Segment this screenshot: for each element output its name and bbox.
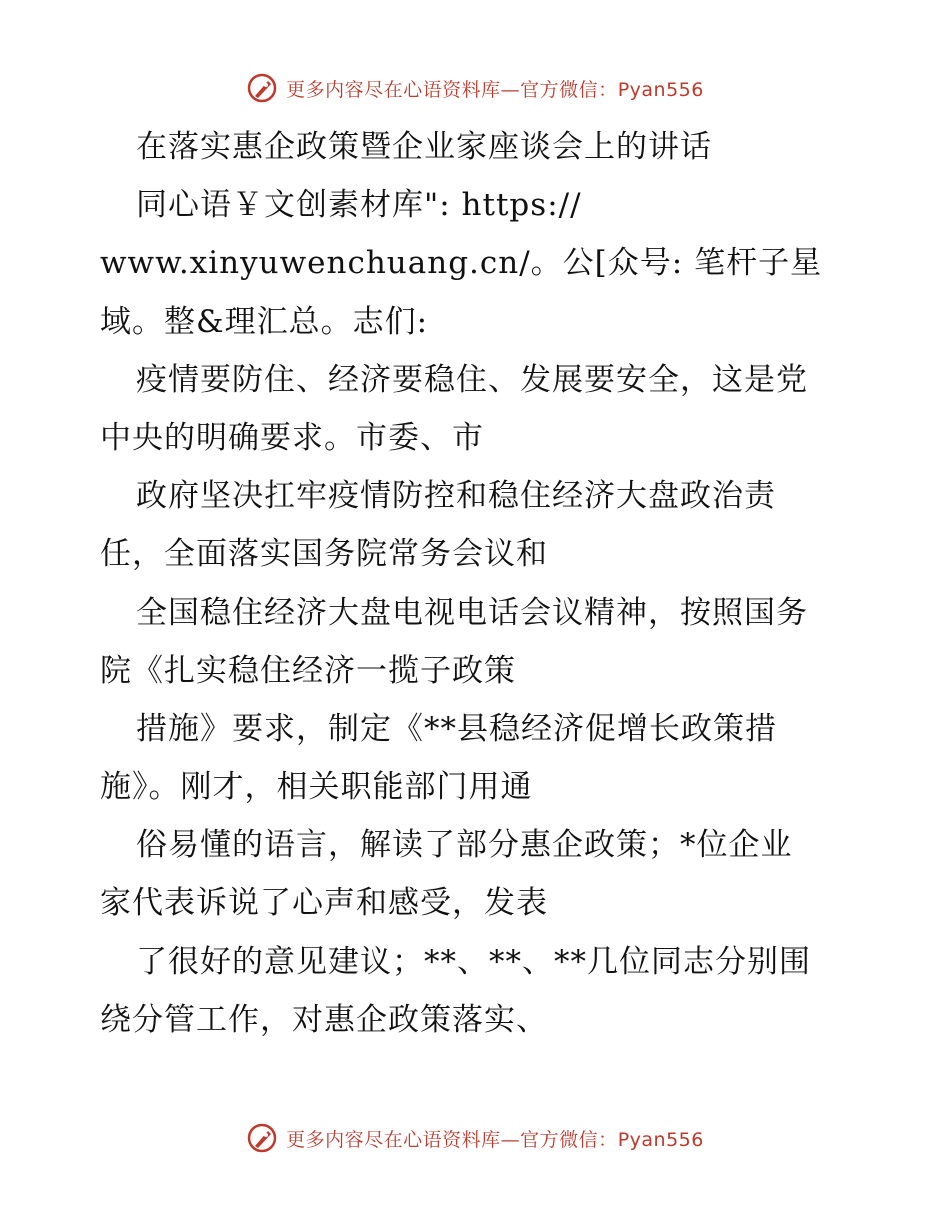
paragraph-line: 疫情要防住、经济要稳住、发展要安全，这是党 — [136, 361, 808, 398]
paragraph-line: 施》。刚才，相关职能部门用通 — [100, 769, 533, 806]
paragraph-line: 政府坚决扛牢疫情防控和稳住经济大盘政治责 — [136, 478, 776, 515]
quill-circle-icon — [246, 72, 278, 104]
document-body — [100, 118, 860, 1049]
paragraph-line: 俗易懂的语言，解读了部分惠企政策；*位企业 — [136, 827, 793, 864]
paragraph-line: 全国稳住经济大盘电视电话会议精神，按照国务 — [136, 594, 808, 631]
paragraph-line: 院《扎实稳住经济一揽子政策 — [100, 652, 516, 689]
footer-watermark — [0, 1122, 950, 1154]
paragraph-line: 域。整&理汇总。志们: — [100, 303, 429, 340]
paragraph-line: www.xinyuwenchuang.cn/。公[众号: 笔杆子星 — [100, 245, 823, 282]
paragraph-line: 绕分管工作，对惠企政策落实、 — [100, 1001, 548, 1038]
watermark-text: 更多内容尽在心语资料库—官方微信：Pyan556 — [286, 1128, 704, 1151]
paragraph-line: 措施》要求，制定《**县稳经济促增长政策措 — [136, 710, 777, 747]
header-watermark — [0, 72, 950, 104]
document-title: 在落实惠企政策暨企业家座谈会上的讲话 — [136, 129, 712, 165]
watermark-text: 更多内容尽在心语资料库—官方微信：Pyan556 — [286, 78, 704, 101]
paragraph-line: 中央的明确要求。市委、市 — [100, 419, 484, 456]
paragraph-line: 任，全面落实国务院常务会议和 — [100, 536, 548, 573]
quill-circle-icon — [246, 1122, 278, 1154]
paragraph-line: 家代表诉说了心声和感受，发表 — [100, 885, 548, 922]
paragraph-line: 了很好的意见建议；**、**、**几位同志分别围 — [136, 943, 811, 980]
paragraph-line: 同心语￥文创素材库": https:// — [136, 187, 582, 224]
